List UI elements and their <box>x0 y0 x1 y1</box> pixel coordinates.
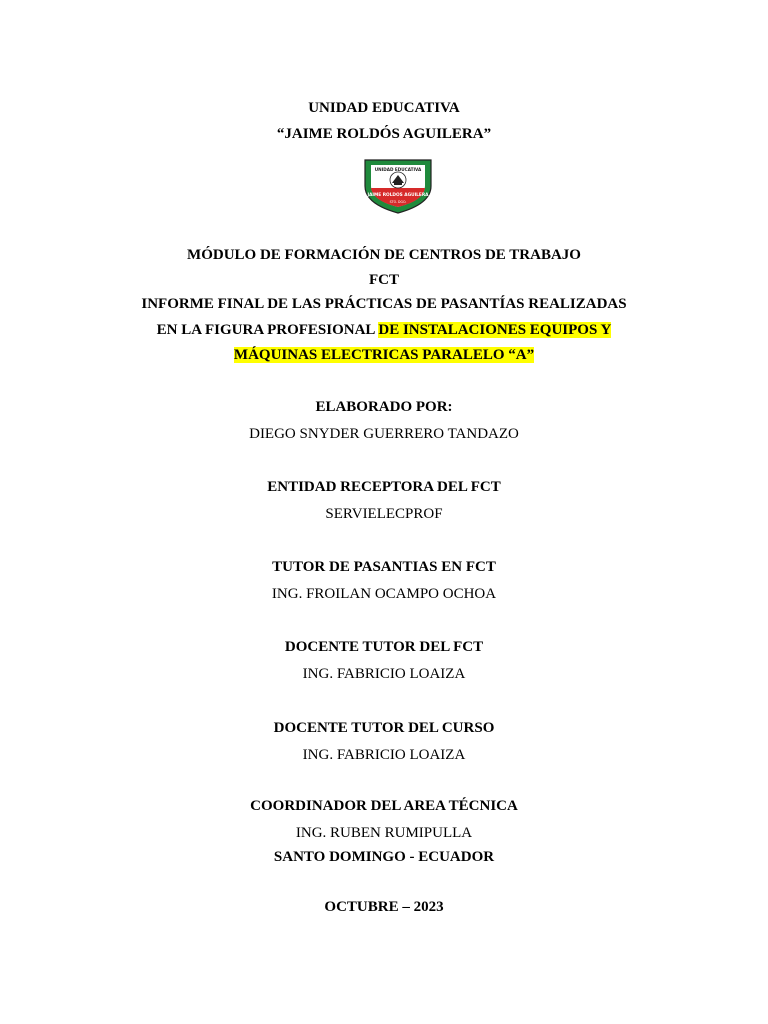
logo-band-text: JAIME ROLDOS AGUILERA <box>367 193 429 198</box>
section-fct-tutor-heading: DOCENTE TUTOR DEL FCT <box>284 639 484 655</box>
section-internship-tutor-heading: TUTOR DE PASANTIAS EN FCT <box>272 559 496 575</box>
report-title-line1: INFORME FINAL DE LAS PRÁCTICAS DE PASANTÍAS REALIZADAS <box>141 296 627 312</box>
location: SANTO DOMINGO - ECUADOR <box>273 849 495 865</box>
report-title-highlight: DE INSTALACIONES EQUIPOS Y <box>378 322 612 338</box>
section-course-tutor-heading: DOCENTE TUTOR DEL CURSO <box>273 720 495 736</box>
report-title-line3 <box>0 345 768 365</box>
section-coordinator-value: ING. RUBEN RUMIPULLA <box>295 825 473 841</box>
section-internship-tutor-value: ING. FROILAN OCAMPO OCHOA <box>271 586 497 602</box>
logo-bottom-text: STO. DGO. <box>389 200 407 204</box>
school-logo-icon <box>361 156 435 216</box>
section-entity-value: SERVIELECPROF <box>325 506 443 522</box>
module-title: MÓDULO DE FORMACIÓN DE CENTROS DE TRABAJO <box>187 247 581 263</box>
logo-top-text: UNIDAD EDUCATIVA <box>374 167 422 172</box>
section-fct-tutor-value: ING. FABRICIO LOAIZA <box>302 666 466 682</box>
school-name-line2: “JAIME ROLDÓS AGUILERA” <box>276 126 492 142</box>
section-author-value: DIEGO SNYDER GUERRERO TANDAZO <box>249 426 519 442</box>
report-title-line2 <box>0 320 768 340</box>
document-date: OCTUBRE – 2023 <box>324 899 444 915</box>
section-coordinator-heading: COORDINADOR DEL AREA TÉCNICA <box>250 798 518 814</box>
section-entity-heading: ENTIDAD RECEPTORA DEL FCT <box>267 479 501 495</box>
report-title-highlight-2: MÁQUINAS ELECTRICAS PARALELO “A” <box>233 347 535 363</box>
school-name-line1: UNIDAD EDUCATIVA <box>308 100 460 116</box>
report-title-plain: EN LA FIGURA PROFESIONAL <box>156 322 379 338</box>
module-abbrev: FCT <box>369 272 399 288</box>
section-course-tutor-value: ING. FABRICIO LOAIZA <box>302 747 466 763</box>
section-author-heading: ELABORADO POR: <box>315 399 453 415</box>
